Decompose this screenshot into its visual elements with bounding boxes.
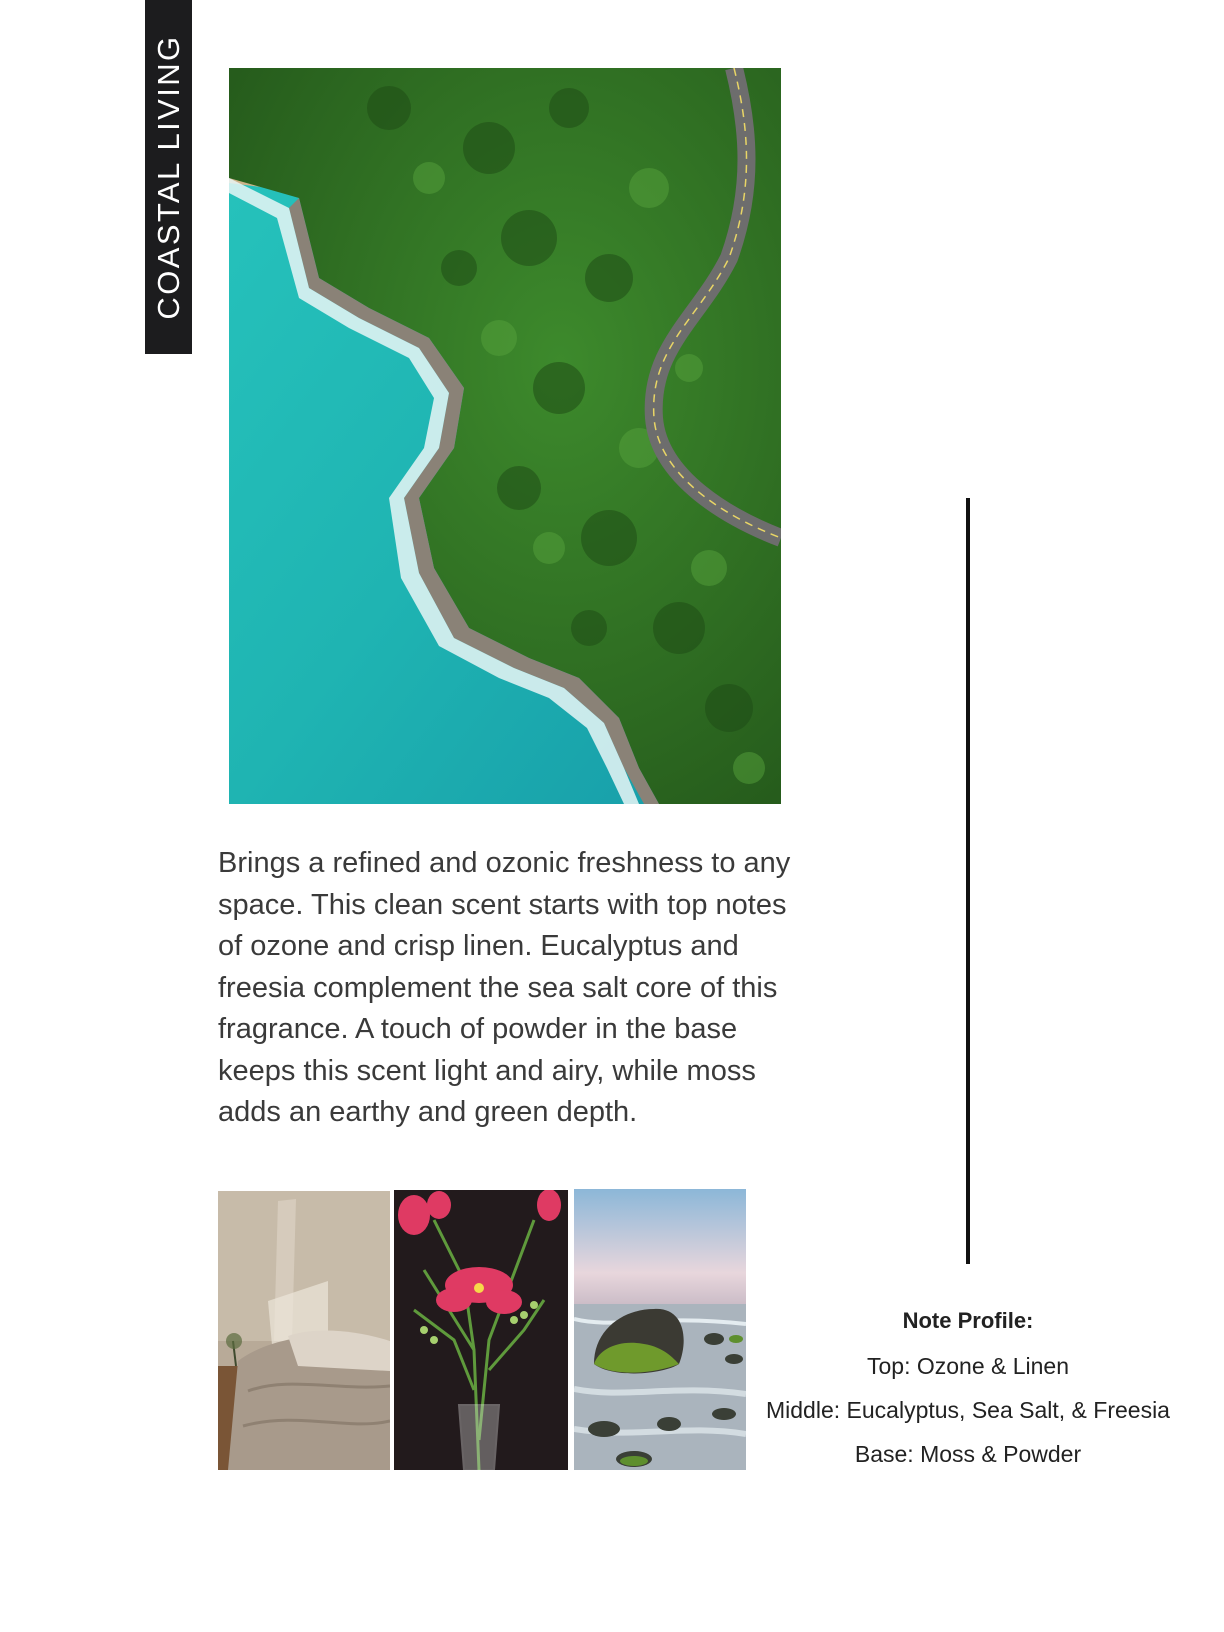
bedroom-linen-photo <box>218 1191 390 1470</box>
note-profile-title: Note Profile: <box>902 1308 1034 1333</box>
vertical-divider <box>966 498 970 1264</box>
freesia-flowers-photo <box>394 1190 568 1470</box>
coastal-living-label-text: COASTAL LIVING <box>150 34 186 320</box>
coastal-living-label <box>145 0 192 354</box>
note-base: Base: Moss & Powder <box>854 1441 1082 1467</box>
note-profile <box>748 1307 1188 1484</box>
note-top: Top: Ozone & Linen <box>866 1353 1070 1379</box>
mossy-rock-shore-photo <box>574 1189 746 1470</box>
scent-description: Brings a refined and ozonic freshness to any space. This clean scent starts with top notes of ozone and crisp linen. Eucalyptus and freesia complement the sea salt core of this fragrance. A touch of powder in the base keeps this scent light and airy, while moss adds an earthy and green depth. <box>218 847 791 1128</box>
note-middle: Middle: Eucalyptus, Sea Salt, & Freesia <box>766 1397 1170 1423</box>
aerial-coastline-photo <box>229 68 781 804</box>
